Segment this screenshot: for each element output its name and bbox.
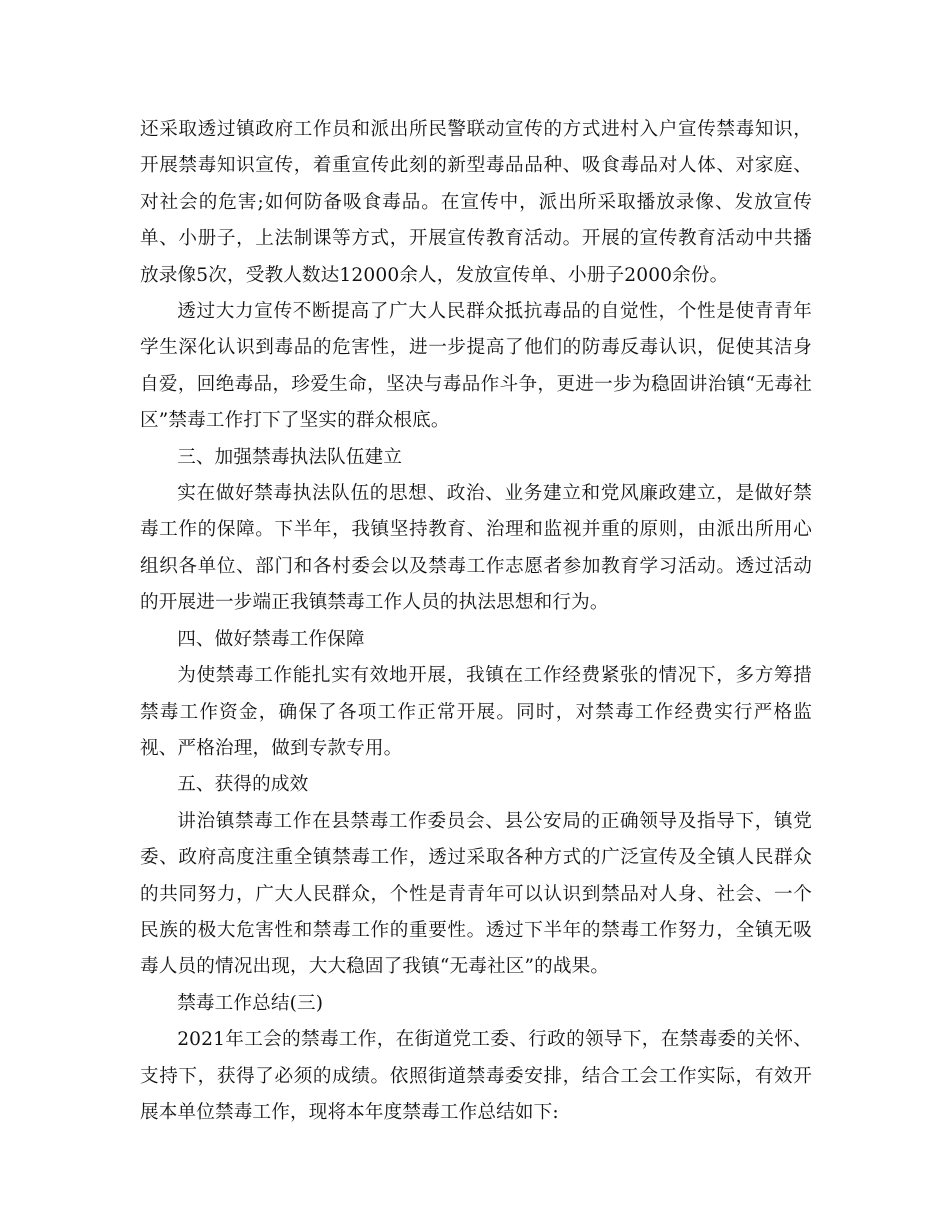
section-heading-3: 三、加强禁毒执法队伍建立 (177, 446, 403, 468)
paragraph-publicity-result: 透过大力宣传不断提高了广大人民群众抵抗毒品的自觉性，个性是使青青年学生深化认识到毒品的危害性，进一步提高了他们的防毒反毒认识，促使其洁身自爱，回绝毒品，珍爱生命，坚决与毒品作斗争，更进一步为稳固讲治镇“无毒社区”禁毒工作打下了坚实的群众根底。 (140, 301, 812, 432)
section-heading-4: 四、做好禁毒工作保障 (177, 628, 365, 650)
paragraph-intro-continuation: 还采取透过镇政府工作员和派出所民警联动宣传的方式进村入户宣传禁毒知识，开展禁毒知识宣传，着重宣传此刻的新型毒品品种、吸食毒品对人体、对家庭、对社会的危害;如何防备吸食毒品。在宣传中，派出所采取播放录像、发放宣传单、小册子，上法制课等方式，开展宣传教育活动。开展的宣传教育活动中共播放录像5次，受教人数达12000余人，发放宣传单、小册子2000余份。 (140, 119, 812, 286)
section-heading-5: 五、获得的成效 (177, 774, 309, 796)
summary-title-3: 禁毒工作总结(三) (177, 992, 324, 1014)
paragraph-results: 讲治镇禁毒工作在县禁毒工作委员会、县公安局的正确领导及指导下，镇党委、政府高度注重全镇禁毒工作，透过采取各种方式的广泛宣传及全镇人民群众的共同努力，广大人民群众，个性是青青年可以认识到禁品对人身、社会、一个民族的极大危害性和禁毒工作的重要性。透过下半年的禁毒工作努力，全镇无吸毒人员的情况出现，大大稳固了我镇“无毒社区”的战果。 (140, 810, 812, 978)
paragraph-enforcement-team: 实在做好禁毒执法队伍的思想、政治、业务建立和党风廉政建立，是做好禁毒工作的保障。下半年，我镇坚持教育、治理和监视并重的原则，由派出所用心组织各单位、部门和各村委会以及禁毒工作志愿者参加教育学习活动。透过活动的开展进一步端正我镇禁毒工作人员的执法思想和行为。 (140, 483, 812, 614)
paragraph-union-summary: 2021年工会的禁毒工作，在街道党工委、行政的领导下，在禁毒委的关怀、支持下，获得了必须的成绩。依照街道禁毒委安排，结合工会工作实际，有效开展本单位禁毒工作，现将本年度禁毒工作总结如下: (140, 1029, 812, 1123)
document-body (140, 112, 812, 1131)
paragraph-funding: 为使禁毒工作能扎实有效地开展，我镇在工作经费紧张的情况下，多方筹措禁毒工作资金，确保了各项工作正常开展。同时，对禁毒工作经费实行严格监视、严格治理，做到专款专用。 (140, 665, 812, 759)
